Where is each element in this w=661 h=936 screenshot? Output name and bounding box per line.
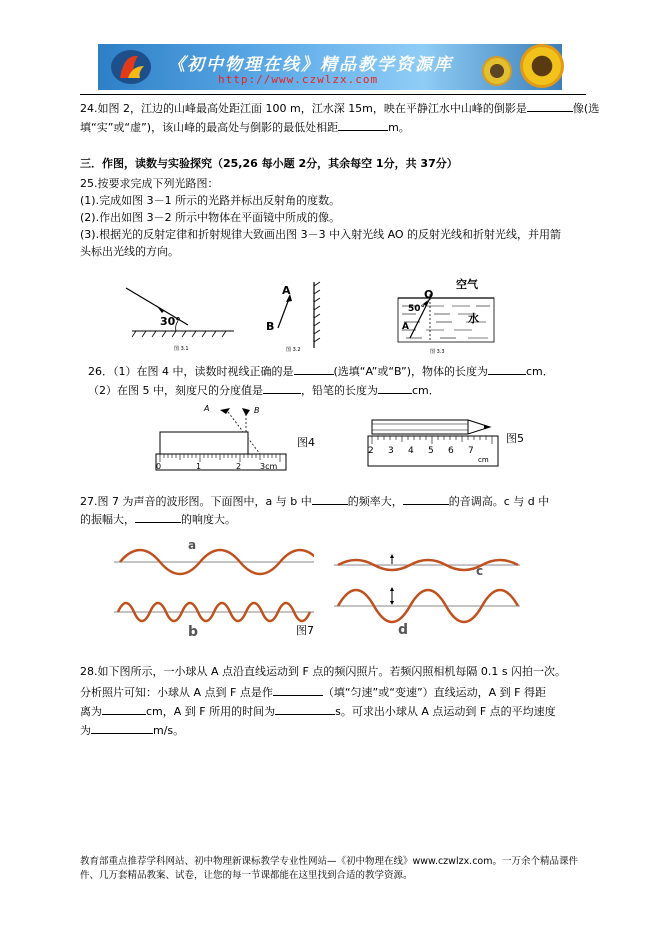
fig-3-1-caption: 图 3.1 bbox=[174, 346, 189, 352]
fig-5-tick-4: 4 bbox=[408, 446, 414, 456]
question-25-item-1: (1).完成如图 3－1 所示的光路并标出反射角的度数。 bbox=[80, 194, 341, 207]
wave-c-label: c bbox=[476, 564, 484, 578]
footer-line-1: 教育部重点推荐学科网站、初中物理新课标教学专业性网站—《初中物理在线》www.czwlzx.com。一万余个精品课件 bbox=[80, 856, 578, 867]
question-25-item-3-line-1: (3).根据光的反射定律和折射规律大致画出图 3－3 中入射光线 AO 的反射光线和折射光线，并用箭 bbox=[80, 228, 562, 241]
figure-3-1 bbox=[118, 283, 238, 355]
fig-5-tick-3: 3 bbox=[388, 446, 394, 456]
figure-4-label: 图4 bbox=[297, 436, 315, 449]
sunflower-image bbox=[482, 56, 512, 86]
fig-3-2-point-a: A bbox=[282, 284, 291, 297]
fig-5-tick-2: 2 bbox=[368, 446, 374, 456]
fig-5-tick-6: 6 bbox=[448, 446, 454, 456]
fig-4-eye-b-label: B bbox=[254, 406, 260, 415]
question-26-line-2: （2）在图 5 中，刻度尺的分度值是 ，铅笔的长度为 cm． bbox=[88, 384, 440, 397]
fig-4-tick-3: 3cm bbox=[260, 462, 278, 471]
question-28-line-1: 28.如下图所示，一小球从 A 点沿直线运动到 F 点的频闪照片。若频闪照相机每隔 0.1 s 闪拍一次。 bbox=[80, 665, 567, 678]
figure-4 bbox=[150, 402, 290, 476]
figure-7-wave-c bbox=[334, 548, 520, 582]
question-25-stem: 25.按要求完成下列光路图： bbox=[80, 177, 219, 190]
question-24-line-1: 24.如图 2，江边的山峰最高处距江面 100 m，江水深 15m，映在平静江水中山峰的倒影是 像(选 bbox=[80, 102, 600, 115]
fig-5-unit: cm bbox=[478, 456, 489, 464]
section-3-title: 三．作图，读数与实验探究（25,26 每小题 2分，其余每空 1分，共 37分） bbox=[80, 157, 458, 170]
header-rule bbox=[80, 94, 586, 95]
wave-a-label: a bbox=[188, 538, 197, 552]
site-logo bbox=[110, 48, 152, 86]
figure-7-wave-d bbox=[334, 582, 520, 642]
footer-line-2: 件、几万套精品教案、试卷，让您的每一节课都能在这里找到合适的教学资源。 bbox=[80, 870, 413, 881]
fig-3-3-air-label: 空气 bbox=[456, 278, 478, 291]
footer bbox=[80, 855, 578, 883]
answer-blank[interactable] bbox=[263, 382, 301, 394]
fig-4-tick-2: 2 bbox=[236, 462, 242, 471]
figure-7-label: 图7 bbox=[296, 624, 314, 637]
fig-4-tick-0: 0 bbox=[156, 462, 162, 471]
answer-blank[interactable] bbox=[312, 493, 348, 505]
question-26-line-1: 26．（1）在图 4 中，读数时视线正确的是 (选填“A”或“B”)，物体的长度为 cm． bbox=[88, 365, 554, 378]
logo-icon bbox=[110, 48, 152, 86]
answer-blank[interactable] bbox=[488, 363, 526, 375]
fig-3-1-angle: 30° bbox=[160, 315, 181, 328]
answer-blank[interactable] bbox=[273, 684, 323, 696]
question-27-line-1: 27.图 7 为声音的波形图。下面图中，a 与 b 中 的频率大， 的音调高。c 与 d 中 bbox=[80, 495, 550, 508]
figure-3-3 bbox=[396, 276, 496, 358]
fig-3-3-water-label: 水 bbox=[468, 312, 479, 325]
question-27-line-2: 的振幅大， 的响度大。 bbox=[80, 513, 236, 526]
question-25-item-3-line-2: 头标出光线的方向。 bbox=[80, 245, 179, 258]
wave-d-label: d bbox=[398, 622, 409, 638]
answer-blank[interactable] bbox=[91, 722, 153, 734]
fig-3-3-point-a: A bbox=[402, 322, 409, 332]
answer-blank[interactable] bbox=[403, 493, 449, 505]
fig-5-tick-7: 7 bbox=[468, 446, 474, 456]
fig-3-3-point-o: O bbox=[424, 288, 434, 301]
answer-blank[interactable] bbox=[135, 511, 181, 523]
figure-5-label: 图5 bbox=[506, 432, 524, 445]
question-28-line-4: 为 m/s。 bbox=[80, 724, 185, 737]
figure-7-wave-b bbox=[114, 590, 314, 648]
fig-3-3-caption: 图 3.3 bbox=[430, 349, 445, 355]
answer-blank[interactable] bbox=[102, 703, 146, 715]
answer-blank[interactable] bbox=[294, 363, 334, 375]
figure-3-2 bbox=[262, 280, 332, 356]
answer-blank[interactable] bbox=[378, 382, 412, 394]
wave-b-label: b bbox=[188, 624, 199, 640]
fig-4-eye-a-label: A bbox=[204, 404, 210, 413]
answer-blank[interactable] bbox=[338, 119, 388, 131]
fig-3-2-caption: 图 3.2 bbox=[286, 347, 301, 353]
fig-4-tick-1: 1 bbox=[196, 462, 202, 471]
answer-blank[interactable] bbox=[275, 703, 335, 715]
figure-7-wave-a bbox=[114, 540, 314, 584]
answer-blank[interactable] bbox=[527, 100, 573, 112]
fig-3-3-angle: 50° bbox=[408, 304, 426, 314]
header-title: 《初中物理在线》精品教学资源库 bbox=[168, 55, 453, 75]
question-28-line-2: 分析照片可知：小球从 A 点到 F 点是作 （填“匀速”或“变速”）直线运动，A 到 F 得距 bbox=[80, 686, 546, 699]
fig-3-2-point-b: B bbox=[266, 320, 275, 333]
fig-5-tick-5: 5 bbox=[428, 446, 434, 456]
header-url[interactable]: http://www.czwlzx.com bbox=[218, 73, 379, 86]
question-24-line-2: 填“实”或“虚”)，该山峰的最高处与倒影的最低处相距 m。 bbox=[80, 121, 410, 134]
question-28-line-3: 离为 cm，A 到 F 所用的时间为 s。可求出小球从 A 点运动到 F 点的平均速度 bbox=[80, 705, 556, 718]
figure-5 bbox=[366, 414, 500, 472]
question-25-item-2: (2).作出如图 3－2 所示中物体在平面镜中所成的像。 bbox=[80, 211, 341, 224]
sunflower-image bbox=[520, 44, 564, 88]
